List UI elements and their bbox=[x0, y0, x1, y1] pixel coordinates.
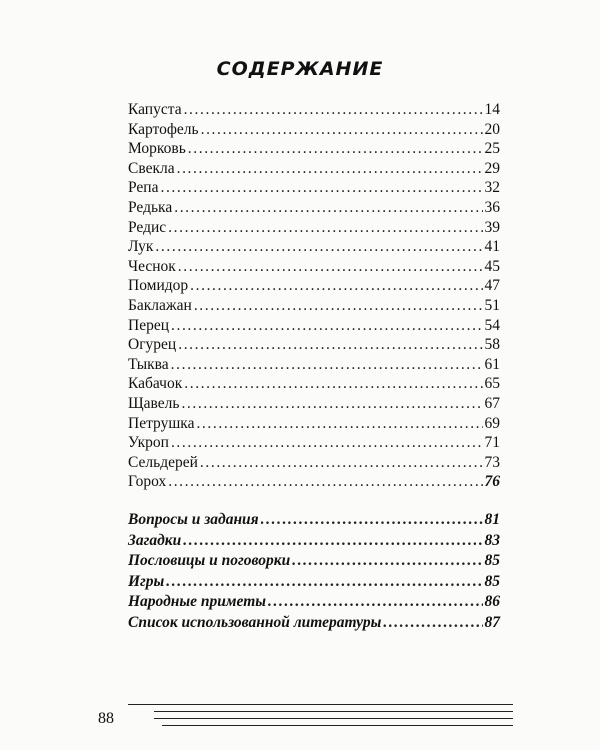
dot-leader bbox=[200, 453, 483, 473]
toc-entry-page: 85 bbox=[484, 552, 500, 570]
toc-entry-label: Вопросы и задания bbox=[128, 511, 259, 528]
toc-entry-label: Пословицы и поговорки bbox=[128, 552, 291, 570]
toc-entry-label: Редис bbox=[128, 218, 167, 236]
toc-entry-page: 73 bbox=[484, 453, 500, 471]
toc-entry-page: 36 bbox=[484, 198, 500, 216]
toc-main-list bbox=[128, 100, 500, 492]
toc-entry-page: 58 bbox=[484, 336, 500, 354]
dot-leader bbox=[201, 120, 483, 140]
toc-entry-page: 85 bbox=[484, 572, 500, 590]
toc-entry-label: Щавель bbox=[128, 394, 180, 412]
toc-entry-label: Репа bbox=[128, 179, 159, 197]
dot-leader bbox=[171, 355, 483, 375]
dot-leader bbox=[166, 572, 482, 593]
toc-entry-label: Морковь bbox=[128, 140, 186, 158]
dot-leader bbox=[178, 257, 483, 277]
dot-leader bbox=[184, 100, 483, 120]
toc-entry bbox=[128, 374, 500, 394]
dot-leader bbox=[171, 433, 483, 453]
toc-entry bbox=[128, 613, 500, 634]
toc-entry bbox=[128, 276, 500, 296]
toc-entry-label: Свекла bbox=[128, 159, 175, 177]
toc-entry-page: 87 bbox=[484, 613, 500, 631]
toc-entry-page: 39 bbox=[484, 218, 500, 236]
dot-leader bbox=[196, 414, 482, 434]
toc-entry-page: 32 bbox=[484, 179, 500, 197]
toc-entry-page: 20 bbox=[484, 120, 500, 138]
dot-leader bbox=[190, 276, 482, 296]
toc-entry-label: Редька bbox=[128, 198, 173, 216]
toc-entry-page: 67 bbox=[484, 394, 500, 412]
toc-entry bbox=[128, 453, 500, 473]
toc-entry bbox=[128, 355, 500, 375]
toc-entry bbox=[128, 316, 500, 336]
toc-entry-page: 81 bbox=[484, 511, 500, 528]
toc-entry bbox=[128, 433, 500, 453]
toc-entry bbox=[128, 257, 500, 277]
toc-entry-label: Огурец bbox=[128, 336, 177, 354]
toc-entry bbox=[128, 296, 500, 316]
toc-entry-label: Кабачок bbox=[128, 375, 183, 393]
toc-entry-label: Сельдерей bbox=[128, 453, 198, 471]
toc-entry-page: 69 bbox=[484, 414, 500, 432]
toc-entry bbox=[128, 120, 500, 140]
toc-entry bbox=[128, 592, 500, 613]
toc-entry bbox=[128, 218, 500, 238]
dot-leader bbox=[174, 198, 482, 218]
dot-leader bbox=[183, 531, 482, 552]
toc-entry-label: Капуста bbox=[128, 101, 182, 118]
toc-entry-page: 29 bbox=[484, 159, 500, 177]
toc-entry-page: 61 bbox=[484, 355, 500, 373]
toc-entry-page: 14 bbox=[484, 101, 500, 118]
toc-entry bbox=[128, 237, 500, 257]
footer-rule-2 bbox=[154, 711, 513, 712]
toc-entry bbox=[128, 394, 500, 414]
dot-leader bbox=[168, 218, 482, 238]
toc-entry-page: 83 bbox=[484, 531, 500, 549]
toc-entry bbox=[128, 414, 500, 434]
toc-entry bbox=[128, 100, 500, 120]
toc-entry bbox=[128, 510, 500, 531]
toc-entry-label: Народные приметы bbox=[128, 593, 267, 611]
dot-leader bbox=[160, 178, 482, 198]
toc-entry bbox=[128, 198, 500, 218]
toc-entry-label: Загадки bbox=[128, 531, 182, 549]
toc-entry-page: 47 bbox=[484, 277, 500, 295]
page-title: СОДЕРЖАНИЕ bbox=[216, 58, 384, 80]
toc-entry-label: Список использованной литературы bbox=[128, 613, 382, 631]
toc-entry bbox=[128, 159, 500, 179]
toc-extra-list bbox=[128, 510, 500, 634]
toc-entry-label: Петрушка bbox=[128, 414, 195, 432]
dot-leader bbox=[383, 613, 482, 634]
toc-entry-page: 76 bbox=[484, 473, 500, 491]
toc-entry-page: 65 bbox=[484, 375, 500, 393]
toc-entry bbox=[128, 178, 500, 198]
toc-entry-label: Баклажан bbox=[128, 296, 192, 314]
toc-entry-label: Помидор bbox=[128, 277, 189, 295]
toc-entry bbox=[128, 335, 500, 355]
toc-entry-page: 25 bbox=[484, 140, 500, 158]
toc-entry-label: Укроп bbox=[128, 434, 169, 452]
toc-entry bbox=[128, 551, 500, 572]
toc-entry bbox=[128, 472, 500, 492]
dot-leader bbox=[188, 139, 483, 159]
page-number: 88 bbox=[98, 710, 114, 727]
toc-entry-label: Картофель bbox=[128, 120, 199, 138]
toc-entry-page: 54 bbox=[484, 316, 500, 334]
footer-rule-3 bbox=[154, 718, 513, 719]
toc-entry-label: Лук bbox=[128, 238, 154, 256]
toc-entry-page: 45 bbox=[484, 257, 500, 275]
dot-leader bbox=[171, 316, 483, 336]
toc-entry-page: 41 bbox=[484, 238, 500, 256]
toc-entry-label: Тыква bbox=[128, 355, 169, 373]
toc-entry-label: Перец bbox=[128, 316, 169, 334]
dot-leader bbox=[261, 510, 483, 531]
footer-rule-4 bbox=[162, 725, 513, 726]
dot-leader bbox=[178, 335, 482, 355]
dot-leader bbox=[181, 394, 482, 414]
toc-entry-page: 71 bbox=[484, 434, 500, 452]
dot-leader bbox=[155, 237, 482, 257]
dot-leader bbox=[268, 592, 482, 613]
dot-leader bbox=[184, 374, 482, 394]
toc-entry bbox=[128, 531, 500, 552]
toc-entry-label: Игры bbox=[128, 572, 165, 590]
toc-entry-label: Чеснок bbox=[128, 257, 176, 275]
footer-rule-1 bbox=[128, 704, 513, 705]
toc-entry bbox=[128, 139, 500, 159]
toc-entry-page: 86 bbox=[484, 593, 500, 611]
dot-leader bbox=[194, 296, 483, 316]
dot-leader bbox=[292, 551, 482, 572]
toc-entry bbox=[128, 572, 500, 593]
toc-entry-page: 51 bbox=[484, 296, 500, 314]
toc-entry-label: Горох bbox=[128, 473, 167, 491]
dot-leader bbox=[168, 472, 482, 492]
dot-leader bbox=[177, 159, 483, 179]
